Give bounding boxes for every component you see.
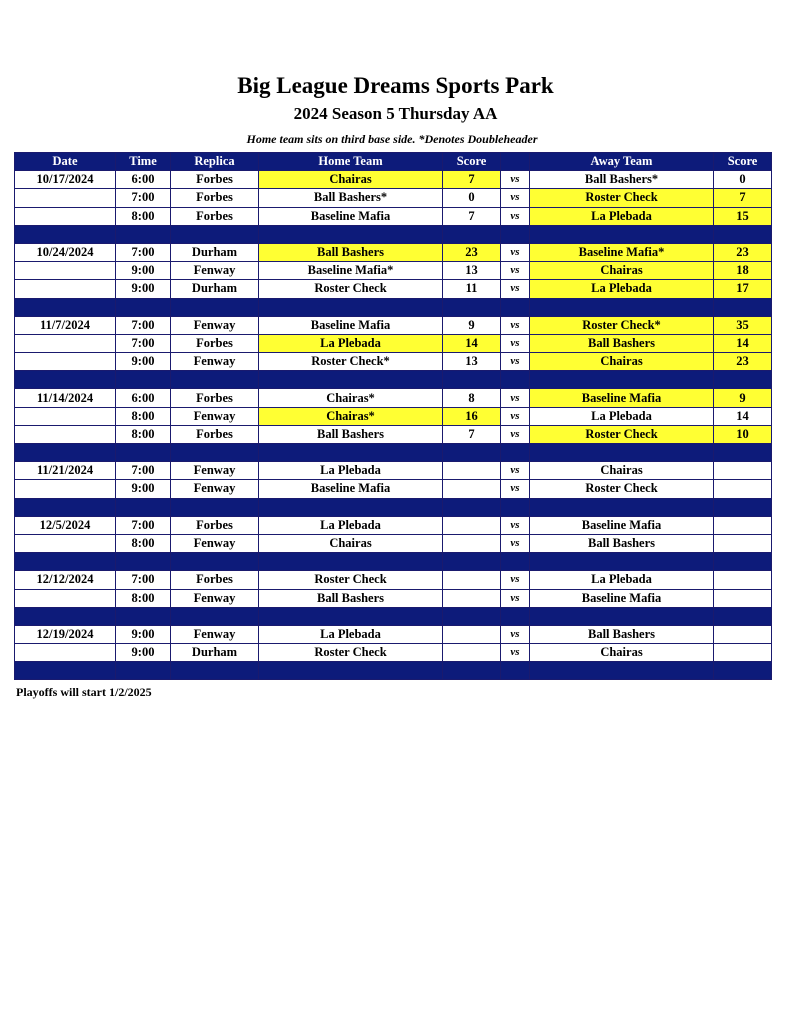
table-row [15, 280, 772, 298]
away-team-cell: La Plebada [530, 280, 714, 298]
home-score-cell: 7 [443, 171, 501, 189]
separator-cell [116, 498, 171, 516]
separator-cell [530, 607, 714, 625]
separator-cell [15, 607, 116, 625]
vs-cell: vs [501, 353, 530, 371]
time-cell: 8:00 [116, 589, 171, 607]
date-cell [15, 353, 116, 371]
time-cell: 7:00 [116, 462, 171, 480]
date-cell: 12/12/2024 [15, 571, 116, 589]
home-team-cell: Ball Bashers [259, 243, 443, 261]
time-cell: 9:00 [116, 280, 171, 298]
date-cell [15, 262, 116, 280]
table-row [15, 462, 772, 480]
separator-cell [714, 225, 772, 243]
separator-cell [530, 298, 714, 316]
home-team-cell: Roster Check [259, 571, 443, 589]
week-separator-row [15, 553, 772, 571]
separator-cell [259, 607, 443, 625]
home-score-cell: 23 [443, 243, 501, 261]
table-row [15, 262, 772, 280]
table-row [15, 243, 772, 261]
time-cell: 7:00 [116, 334, 171, 352]
date-cell [15, 480, 116, 498]
time-cell: 8:00 [116, 407, 171, 425]
separator-cell [171, 607, 259, 625]
col-header-replica: Replica [171, 153, 259, 171]
table-row [15, 353, 772, 371]
away-team-cell: Baseline Mafia [530, 516, 714, 534]
separator-cell [171, 498, 259, 516]
vs-cell: vs [501, 534, 530, 552]
date-cell: 11/7/2024 [15, 316, 116, 334]
separator-cell [443, 298, 501, 316]
separator-cell [116, 371, 171, 389]
time-cell: 9:00 [116, 625, 171, 643]
separator-cell [15, 225, 116, 243]
date-cell: 10/24/2024 [15, 243, 116, 261]
home-score-cell: 13 [443, 262, 501, 280]
home-team-cell: Chairas [259, 171, 443, 189]
separator-cell [259, 225, 443, 243]
week-separator-row [15, 607, 772, 625]
time-cell: 8:00 [116, 207, 171, 225]
time-cell: 9:00 [116, 353, 171, 371]
home-score-cell: 9 [443, 316, 501, 334]
time-cell: 6:00 [116, 389, 171, 407]
vs-cell: vs [501, 425, 530, 443]
table-row [15, 189, 772, 207]
table-row [15, 571, 772, 589]
replica-cell: Fenway [171, 480, 259, 498]
replica-cell: Forbes [171, 571, 259, 589]
home-score-cell [443, 571, 501, 589]
away-team-cell: Baseline Mafia* [530, 243, 714, 261]
vs-cell: vs [501, 334, 530, 352]
away-score-cell: 18 [714, 262, 772, 280]
home-team-cell: Ball Bashers [259, 589, 443, 607]
away-score-cell: 14 [714, 334, 772, 352]
home-team-cell: Chairas* [259, 407, 443, 425]
separator-cell [501, 225, 530, 243]
time-cell: 7:00 [116, 571, 171, 589]
date-cell: 10/17/2024 [15, 171, 116, 189]
time-cell: 7:00 [116, 316, 171, 334]
home-score-cell: 11 [443, 280, 501, 298]
replica-cell: Durham [171, 644, 259, 662]
separator-cell [171, 298, 259, 316]
away-score-cell: 23 [714, 243, 772, 261]
vs-cell: vs [501, 171, 530, 189]
table-row [15, 389, 772, 407]
col-header-home-score: Score [443, 153, 501, 171]
away-team-cell: Baseline Mafia [530, 589, 714, 607]
away-score-cell [714, 516, 772, 534]
col-header-time: Time [116, 153, 171, 171]
away-team-cell: Roster Check [530, 425, 714, 443]
replica-cell: Durham [171, 280, 259, 298]
vs-cell: vs [501, 516, 530, 534]
date-cell [15, 589, 116, 607]
date-cell [15, 644, 116, 662]
home-team-cell: La Plebada [259, 334, 443, 352]
away-team-cell: Baseline Mafia [530, 389, 714, 407]
time-cell: 7:00 [116, 189, 171, 207]
separator-cell [443, 225, 501, 243]
separator-cell [259, 444, 443, 462]
separator-cell [714, 553, 772, 571]
table-header-row [15, 153, 772, 171]
home-score-cell: 14 [443, 334, 501, 352]
separator-cell [116, 662, 171, 680]
away-score-cell [714, 589, 772, 607]
vs-cell: vs [501, 243, 530, 261]
replica-cell: Fenway [171, 625, 259, 643]
week-separator-row [15, 225, 772, 243]
away-team-cell: Chairas [530, 262, 714, 280]
away-team-cell: Ball Bashers [530, 625, 714, 643]
col-header-home-team: Home Team [259, 153, 443, 171]
replica-cell: Forbes [171, 425, 259, 443]
replica-cell: Forbes [171, 516, 259, 534]
table-row [15, 625, 772, 643]
home-score-cell: 16 [443, 407, 501, 425]
time-cell: 9:00 [116, 644, 171, 662]
home-team-cell: Roster Check [259, 280, 443, 298]
away-score-cell: 23 [714, 353, 772, 371]
replica-cell: Fenway [171, 262, 259, 280]
time-cell: 6:00 [116, 171, 171, 189]
home-team-cell: Chairas* [259, 389, 443, 407]
vs-cell: vs [501, 644, 530, 662]
date-cell [15, 407, 116, 425]
time-cell: 7:00 [116, 243, 171, 261]
vs-cell: vs [501, 389, 530, 407]
separator-cell [501, 553, 530, 571]
separator-cell [171, 225, 259, 243]
away-team-cell: Ball Bashers [530, 534, 714, 552]
away-score-cell [714, 571, 772, 589]
table-row [15, 644, 772, 662]
away-team-cell: Roster Check [530, 189, 714, 207]
date-cell [15, 334, 116, 352]
replica-cell: Forbes [171, 171, 259, 189]
separator-cell [443, 662, 501, 680]
time-cell: 9:00 [116, 480, 171, 498]
date-cell: 12/19/2024 [15, 625, 116, 643]
replica-cell: Fenway [171, 407, 259, 425]
home-team-cell: Ball Bashers* [259, 189, 443, 207]
vs-cell: vs [501, 189, 530, 207]
home-score-cell: 0 [443, 189, 501, 207]
home-team-cell: Baseline Mafia [259, 316, 443, 334]
separator-cell [171, 553, 259, 571]
home-team-cell: La Plebada [259, 625, 443, 643]
table-row [15, 480, 772, 498]
separator-cell [15, 498, 116, 516]
separator-cell [15, 553, 116, 571]
home-team-cell: Baseline Mafia [259, 480, 443, 498]
home-team-cell: La Plebada [259, 462, 443, 480]
vs-cell: vs [501, 316, 530, 334]
date-cell [15, 207, 116, 225]
home-score-cell: 8 [443, 389, 501, 407]
away-score-cell: 7 [714, 189, 772, 207]
separator-cell [443, 371, 501, 389]
time-cell: 7:00 [116, 516, 171, 534]
col-header-away-score: Score [714, 153, 772, 171]
replica-cell: Forbes [171, 207, 259, 225]
playoffs-note: Playoffs will start 1/2/2025 [16, 685, 152, 699]
separator-cell [714, 298, 772, 316]
home-score-cell [443, 644, 501, 662]
vs-cell: vs [501, 407, 530, 425]
home-team-cell: Chairas [259, 534, 443, 552]
home-score-cell [443, 625, 501, 643]
table-row [15, 207, 772, 225]
week-separator-row [15, 662, 772, 680]
away-score-cell: 0 [714, 171, 772, 189]
col-header-vs [501, 153, 530, 171]
separator-cell [15, 371, 116, 389]
separator-cell [530, 553, 714, 571]
home-score-cell: 13 [443, 353, 501, 371]
separator-cell [116, 553, 171, 571]
separator-cell [15, 298, 116, 316]
separator-cell [443, 553, 501, 571]
schedule-note: Home team sits on third base side. *Denotes Doubleheader [246, 132, 538, 146]
separator-cell [501, 298, 530, 316]
separator-cell [530, 371, 714, 389]
vs-cell: vs [501, 280, 530, 298]
separator-cell [171, 371, 259, 389]
home-score-cell: 7 [443, 207, 501, 225]
separator-cell [259, 298, 443, 316]
home-score-cell [443, 480, 501, 498]
replica-cell: Durham [171, 243, 259, 261]
away-score-cell [714, 480, 772, 498]
table-row [15, 516, 772, 534]
away-team-cell: Roster Check [530, 480, 714, 498]
away-team-cell: Chairas [530, 644, 714, 662]
replica-cell: Fenway [171, 534, 259, 552]
home-score-cell [443, 516, 501, 534]
date-cell: 12/5/2024 [15, 516, 116, 534]
away-score-cell: 9 [714, 389, 772, 407]
table-row [15, 534, 772, 552]
away-score-cell [714, 625, 772, 643]
away-team-cell: La Plebada [530, 207, 714, 225]
vs-cell: vs [501, 207, 530, 225]
table-row [15, 425, 772, 443]
col-header-away-team: Away Team [530, 153, 714, 171]
date-cell: 11/14/2024 [15, 389, 116, 407]
separator-cell [501, 498, 530, 516]
replica-cell: Fenway [171, 353, 259, 371]
separator-cell [714, 371, 772, 389]
separator-cell [530, 662, 714, 680]
separator-cell [259, 371, 443, 389]
replica-cell: Forbes [171, 334, 259, 352]
date-cell [15, 280, 116, 298]
time-cell: 9:00 [116, 262, 171, 280]
separator-cell [501, 371, 530, 389]
home-team-cell: Baseline Mafia [259, 207, 443, 225]
date-cell [15, 425, 116, 443]
home-score-cell [443, 589, 501, 607]
vs-cell: vs [501, 462, 530, 480]
separator-cell [714, 498, 772, 516]
separator-cell [501, 607, 530, 625]
separator-cell [15, 662, 116, 680]
vs-cell: vs [501, 480, 530, 498]
separator-cell [714, 444, 772, 462]
date-cell [15, 189, 116, 207]
week-separator-row [15, 498, 772, 516]
replica-cell: Forbes [171, 389, 259, 407]
away-score-cell: 17 [714, 280, 772, 298]
away-team-cell: La Plebada [530, 571, 714, 589]
schedule-body [15, 171, 772, 680]
home-team-cell: Ball Bashers [259, 425, 443, 443]
away-score-cell: 15 [714, 207, 772, 225]
home-team-cell: La Plebada [259, 516, 443, 534]
home-score-cell [443, 534, 501, 552]
separator-cell [15, 444, 116, 462]
vs-cell: vs [501, 625, 530, 643]
separator-cell [116, 444, 171, 462]
home-team-cell: Roster Check* [259, 353, 443, 371]
separator-cell [530, 498, 714, 516]
separator-cell [443, 444, 501, 462]
separator-cell [171, 662, 259, 680]
vs-cell: vs [501, 571, 530, 589]
vs-cell: vs [501, 589, 530, 607]
separator-cell [259, 498, 443, 516]
time-cell: 8:00 [116, 534, 171, 552]
away-team-cell: Chairas [530, 353, 714, 371]
separator-cell [501, 444, 530, 462]
replica-cell: Fenway [171, 316, 259, 334]
separator-cell [116, 607, 171, 625]
week-separator-row [15, 444, 772, 462]
table-row [15, 316, 772, 334]
time-cell: 8:00 [116, 425, 171, 443]
separator-cell [116, 298, 171, 316]
date-cell: 11/21/2024 [15, 462, 116, 480]
away-team-cell: Chairas [530, 462, 714, 480]
replica-cell: Fenway [171, 462, 259, 480]
home-team-cell: Baseline Mafia* [259, 262, 443, 280]
page-subtitle: 2024 Season 5 Thursday AA [293, 104, 498, 123]
home-score-cell [443, 462, 501, 480]
separator-cell [714, 662, 772, 680]
week-separator-row [15, 371, 772, 389]
separator-cell [714, 607, 772, 625]
away-score-cell [714, 462, 772, 480]
away-score-cell: 14 [714, 407, 772, 425]
separator-cell [171, 444, 259, 462]
date-cell [15, 534, 116, 552]
away-team-cell: La Plebada [530, 407, 714, 425]
separator-cell [259, 553, 443, 571]
separator-cell [530, 225, 714, 243]
separator-cell [501, 662, 530, 680]
away-score-cell [714, 644, 772, 662]
replica-cell: Fenway [171, 589, 259, 607]
home-score-cell: 7 [443, 425, 501, 443]
separator-cell [443, 607, 501, 625]
vs-cell: vs [501, 262, 530, 280]
replica-cell: Forbes [171, 189, 259, 207]
schedule-table [14, 152, 772, 680]
week-separator-row [15, 298, 772, 316]
away-team-cell: Ball Bashers [530, 334, 714, 352]
separator-cell [259, 662, 443, 680]
separator-cell [443, 498, 501, 516]
separator-cell [530, 444, 714, 462]
away-score-cell [714, 534, 772, 552]
separator-cell [116, 225, 171, 243]
table-row [15, 407, 772, 425]
table-row [15, 334, 772, 352]
table-row [15, 171, 772, 189]
away-score-cell: 10 [714, 425, 772, 443]
away-team-cell: Ball Bashers* [530, 171, 714, 189]
page-title: Big League Dreams Sports Park [237, 73, 554, 98]
away-team-cell: Roster Check* [530, 316, 714, 334]
home-team-cell: Roster Check [259, 644, 443, 662]
table-row [15, 589, 772, 607]
away-score-cell: 35 [714, 316, 772, 334]
col-header-date: Date [15, 153, 116, 171]
